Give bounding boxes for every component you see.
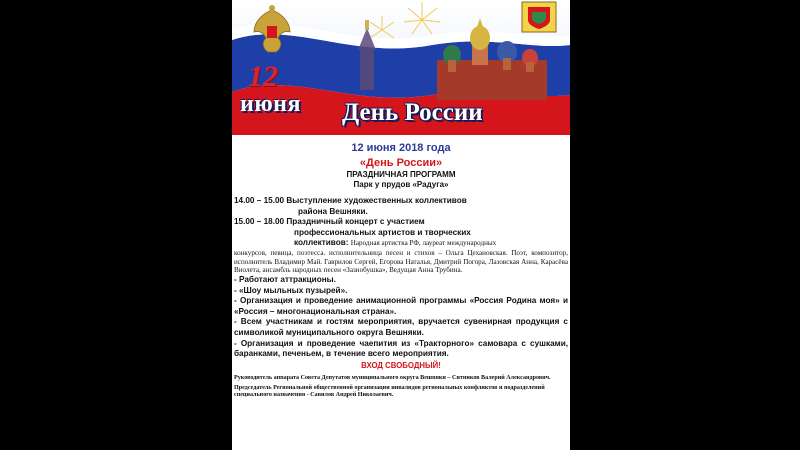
schedule-item-2 [234, 217, 568, 228]
bullet-souvenirs: - Всем участникам и гостям мероприятия, вручается сувенирная продукция с символикой муниципального округа Вешняки. [234, 317, 568, 338]
event-date: 12 июня 2018 года [351, 142, 451, 154]
poster-content [232, 138, 570, 402]
schedule-text-2c-row [234, 238, 568, 249]
schedule-text-2c: коллективов: [294, 238, 349, 248]
bullet-attractions: - Работают аттракционы. [234, 275, 336, 285]
poster-page [232, 0, 570, 450]
schedule-text-1b: района Вешняки. [298, 206, 368, 216]
month-label: июня [240, 91, 301, 117]
banner-title: День России [342, 99, 483, 126]
banner [232, 0, 570, 135]
schedule-text-1a: Выступление художественных коллективов [286, 196, 467, 205]
schedule-item-1 [234, 196, 568, 207]
free-entry: ВХОД СВОБОДНЫЙ! [361, 360, 441, 370]
footer-line-1: Руководитель аппарата Совета Депутатов муниципального округа Вешняки – Ситников Валерий Александрович. [234, 374, 551, 381]
bullet-bubble-show: - «Шоу мыльных пузырей». [234, 285, 348, 295]
schedule-text-2b: профессиональных артистов и творческих [294, 227, 471, 237]
schedule-text-2a: Праздничный концерт с участием [286, 217, 425, 227]
footer-line-2: Председатель Региональной общественной организации инвалидов региональных конфликтов и подразделений специального назначения - Савилов Андрей Николаевич. [234, 385, 545, 399]
schedule-time-2: 15.00 – 18.00 [234, 217, 285, 227]
program-heading: ПРАЗДНИЧНАЯ ПРОГРАММ [346, 170, 456, 179]
footer [232, 375, 570, 400]
event-name: «День России» [359, 157, 443, 169]
bullet-animation-program: - Организация и проведение анимационной программы «Россия Родина моя» и «Россия – многонациональная страна». [234, 296, 568, 316]
day-number: 12 [248, 60, 278, 93]
performers-list: конкурсов, певица, поэтесса. исполнительница песен и стихов – Ольга Цехановская. Поэт, композитор, исполнитель Владимир Май. Гаврилов Сергей, Егорова Наталья, Дмитрий Погора, Лазовская Анна, Карасёва Виолета, ансамбль народных песен «Зазнобушка», Ведущая Анна Трубина. [234, 248, 568, 275]
district-coat-of-arms-icon [522, 2, 556, 32]
event-place: Парк у прудов «Радуга» [353, 180, 449, 189]
bullet-tea: - Организация и проведение чаепития из «Тракторного» самовара с сушками, баранками, печеньем, в течение всего мероприятия. [234, 338, 568, 359]
schedule [232, 196, 570, 371]
schedule-time-1: 14.00 – 15.00 [234, 196, 285, 205]
performers-intro: Народная артистка РФ, лауреат международных [350, 239, 497, 248]
